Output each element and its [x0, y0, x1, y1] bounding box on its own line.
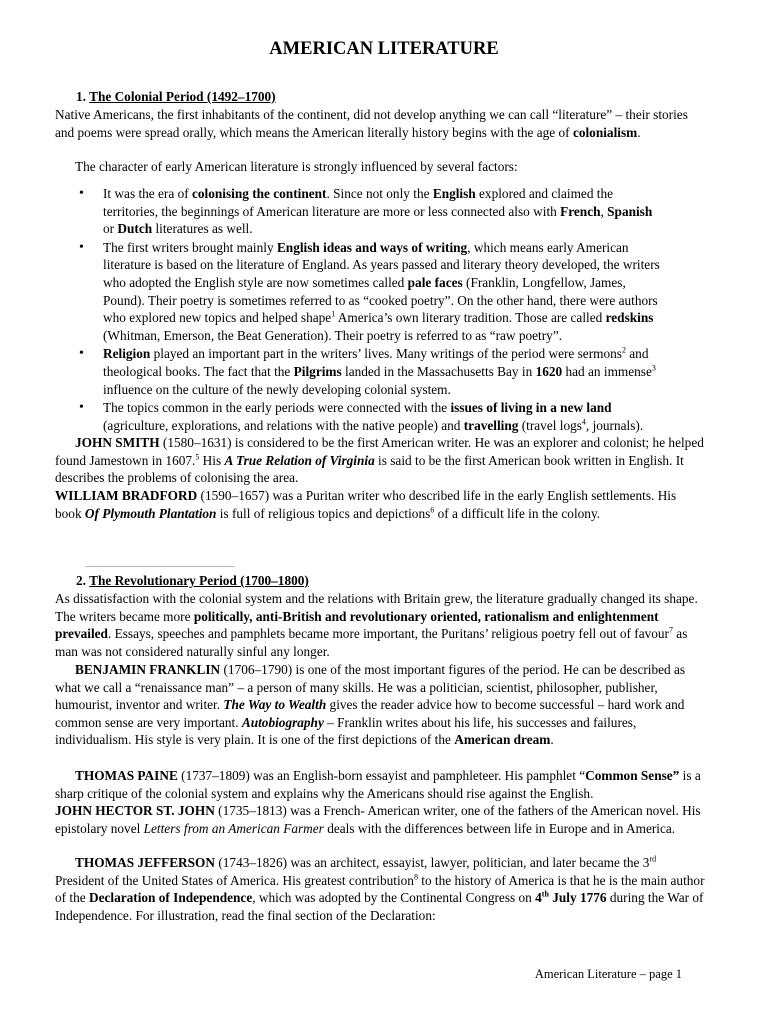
bold-term: travelling [463, 417, 519, 433]
ordinal-suffix: rd [649, 854, 657, 864]
section-heading-text: The Colonial Period (1492–1700) [89, 89, 276, 104]
author-name: THOMAS JEFFERSON [75, 855, 216, 870]
document-title: AMERICAN LITERATURE [269, 39, 499, 59]
bold-term: Religion [103, 346, 151, 362]
text-run: (Whitman, Emerson, the Beat Generation). Their poetry is referred to as “raw poetry”. [103, 327, 563, 343]
footnote-separator [85, 566, 235, 567]
bold-term: politically, anti-British and revolutionary oriented, rationalism and enlightenment prevailed [55, 608, 659, 642]
list-item [55, 399, 665, 434]
text-run: (1743–1826) was an architect, essayist, lawyer, politician, and later became the 3 [215, 855, 650, 870]
bold-term: 4 [535, 890, 542, 906]
page-footer: American Literature – page 1 [534, 967, 682, 981]
text-run: . [637, 124, 641, 140]
footnote-ref: 7 [668, 625, 673, 635]
list-item [55, 185, 665, 238]
text-run: is said to be the first American book written in English. It describes the problems of colonising the area. [55, 452, 684, 486]
text-run: (1735–1813) was a French- American writer, one of the fathers of the American novel. His epistolary novel [55, 803, 701, 836]
book-title: A True Relation of Virginia [224, 452, 375, 468]
ordinal-suffix: th [541, 889, 549, 899]
author-name: THOMAS PAINE [75, 768, 178, 783]
bold-term: Dutch [117, 221, 153, 237]
text-run: . [550, 732, 554, 748]
book-title: Autobiography [241, 714, 324, 730]
paragraph-william-bradford [55, 487, 705, 522]
footnote-ref: 8 [413, 872, 418, 882]
section-heading-revolutionary [76, 572, 309, 590]
bold-term: redskins [605, 310, 654, 326]
list-item [55, 345, 665, 398]
text-run: The topics common in the early periods were connected with the [103, 400, 451, 416]
text-run: It was the era of [103, 186, 192, 201]
paragraph-john-hector-st-john [55, 802, 705, 837]
footnote-ref: 5 [195, 452, 200, 462]
text-run: deals with the differences between life in Europe and in America. [323, 820, 676, 836]
text-run: influence on the culture of the newly developing colonial system. [103, 381, 451, 397]
text-run: and theological books. The fact that the [103, 346, 649, 379]
text-run: (Franklin, Longfellow, James, Pound). Their poetry is sometimes referred to as “cooked poetry”. On the other hand, there were authors who explored new topics and helped shape [103, 274, 658, 326]
footnote-ref: 3 [651, 363, 656, 373]
text-run: is a sharp critique of the colonial system and explains why the Americans should rise against the English. [55, 768, 701, 801]
text-run: The first writers brought mainly [103, 239, 277, 255]
text-run: , which means early American literature is based on the literature of England. As years passed and literary theory developed, the writers who adopted the English style are now sometimes called [103, 239, 660, 290]
bold-term: American dream [454, 732, 551, 748]
paragraph-thomas-paine [55, 767, 705, 802]
text-run: President of the United States of America. His greatest contribution [55, 872, 414, 888]
bold-term: Pilgrims [293, 363, 342, 379]
text-run: Native Americans, the first inhabitants of the continent, did not develop anything we can call “literature” – their stories and poems were spread orally, which means the American literally history begins with the age of [55, 107, 688, 140]
author-name: BENJAMIN FRANKLIN [75, 662, 221, 677]
bold-term: 1620 [535, 363, 563, 379]
footnote-ref: 2 [621, 345, 626, 355]
bold-term: issues of living in a new land [450, 400, 612, 416]
bold-term: Declaration of Independence [88, 890, 253, 906]
text-run: is full of religious topics and depictions [216, 505, 431, 521]
book-title: Of Plymouth Plantation [84, 505, 217, 521]
text-run: , [600, 203, 608, 219]
bold-term: July 1776 [552, 890, 607, 906]
text-run: His [199, 452, 225, 468]
author-name: JOHN HECTOR ST. JOHN [55, 803, 215, 818]
paragraph-revolutionary-intro [55, 590, 705, 660]
author-name: WILLIAM BRADFORD [55, 488, 198, 503]
section-number: 1. [76, 89, 86, 104]
text-run: played an important part in the writers’ lives. Many writings of the period were sermons [150, 346, 622, 362]
factors-list [55, 185, 665, 435]
book-title: The Way to Wealth [223, 697, 327, 713]
bold-term: pale faces [407, 274, 463, 290]
text-run: . Essays, speeches and pamphlets became more important, the Puritans’ religious poetry fell out of favour [107, 626, 669, 642]
bold-term: English ideas and ways of writing [276, 239, 468, 255]
paragraph-colonial-factors: The character of early American literature is strongly influenced by several factors: [75, 159, 518, 174]
bold-term: Spanish [607, 203, 653, 219]
text-run: (1580–1631) is considered to be the first American writer. He was an explorer and colonist; he helped found Jamestown in 1607. [55, 435, 704, 468]
text-run: literatures as well. [152, 221, 253, 237]
text-run: (travel logs [518, 417, 582, 433]
text-run: . Since not only the [326, 186, 433, 201]
text-run: , which was adopted by the Continental Congress on [252, 890, 536, 906]
book-title: Letters from an American Farmer [143, 820, 324, 836]
paragraph-colonial-intro [55, 106, 705, 141]
text-run: as man was not considered naturally sinful any longer. [55, 626, 688, 659]
text-run: landed in the Massachusetts Bay in [341, 363, 536, 379]
bold-term: French [560, 203, 601, 219]
section-number: 2. [76, 573, 86, 588]
section-heading-text: The Revolutionary Period (1700–1800) [89, 573, 309, 588]
list-item [55, 239, 665, 345]
footnote-ref: 1 [331, 309, 336, 319]
text-run: to the history of America is that he is the main author of the [55, 872, 705, 906]
text-run: explored and claimed the territories, the beginnings of American literature are more or less connected also with [103, 186, 614, 219]
text-run: America’s own literary tradition. Those are called [335, 310, 606, 326]
text-run: (agriculture, explorations, and relations with the native people) and [103, 417, 464, 433]
text-run: As dissatisfaction with the colonial system and the relations with Britain grew, the literature gradually changed its shape. The writers became more [55, 591, 698, 624]
text-run: gives the reader advice how to become successful – hard work and common sense are very important. [55, 697, 685, 730]
section-heading-colonial [76, 88, 276, 106]
text-run: had an immense [562, 363, 652, 379]
bold-term: English [432, 186, 476, 201]
paragraph-benjamin-franklin [55, 661, 705, 749]
book-title: Common Sense” [585, 768, 680, 783]
author-name: JOHN SMITH [75, 435, 160, 450]
text-run: or [103, 221, 118, 237]
bold-term: colonising the continent [191, 186, 327, 201]
bold-term: colonialism [572, 124, 638, 140]
text-run: (1737–1809) was an English-born essayist and pamphleteer. His pamphlet “ [177, 768, 586, 783]
text-run: during the War of Independence. For illustration, read the final section of the Declaration: [55, 890, 704, 923]
text-run: , journals). [585, 417, 644, 433]
paragraph-thomas-jefferson [55, 854, 705, 924]
footnote-ref: 6 [430, 505, 435, 515]
text-run: (1706–1790) is one of the most important figures of the period. He can be described as what we call a “renaissance man” – a person of many skills. He was a politician, scientist, philosopher, publisher, humourist, inventor and writer. [55, 662, 686, 713]
footnote-ref: 4 [581, 417, 586, 427]
text-run: of a difficult life in the colony. [434, 505, 601, 521]
text-run: (1590–1657) was a Puritan writer who described life in the early English settlements. His book [55, 488, 677, 521]
paragraph-john-smith [55, 434, 705, 487]
text-run: – Franklin writes about his life, his successes and failures, individualism. His style is very plain. It is one of the first depictions of the [55, 714, 637, 748]
